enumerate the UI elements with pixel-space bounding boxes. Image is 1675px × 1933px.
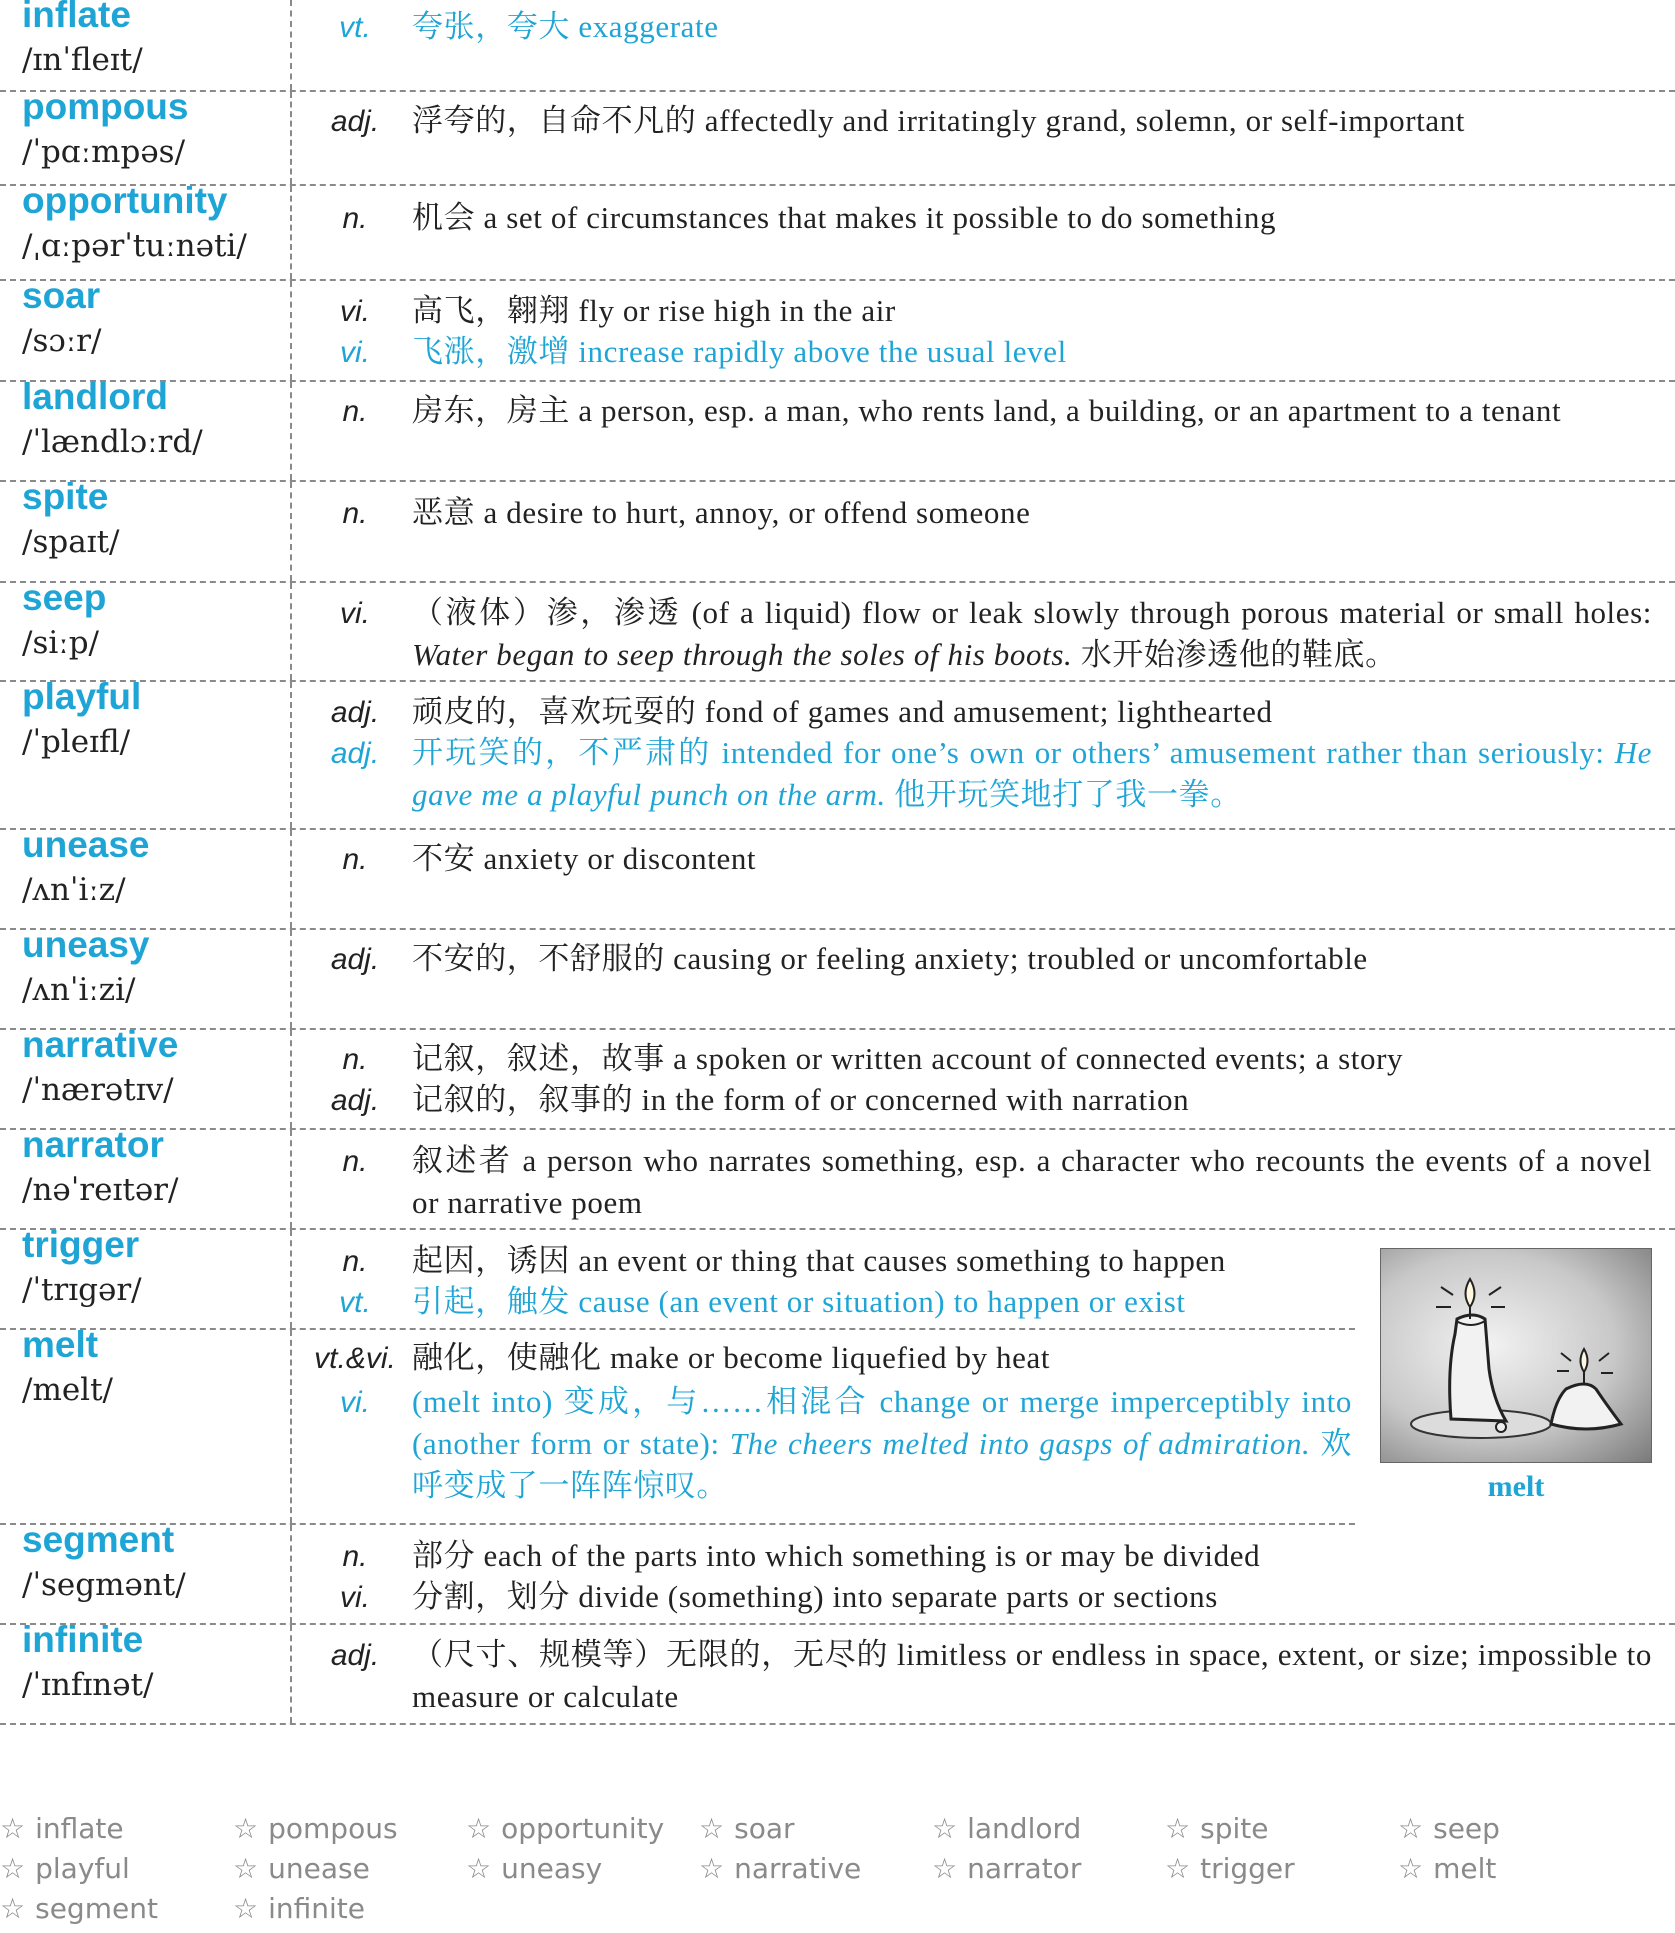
headword: opportunity bbox=[22, 180, 228, 221]
phonetic: /ˈsegmənt/ bbox=[22, 1567, 186, 1603]
definition-text: 顽皮的，喜欢玩耍的 fond of games and amusement; lighthearted bbox=[412, 694, 1273, 729]
definition bbox=[412, 6, 1652, 48]
index-item[interactable] bbox=[699, 1852, 861, 1885]
index-word: uneasy bbox=[501, 1852, 603, 1885]
index-item[interactable] bbox=[932, 1812, 1081, 1845]
headword: pompous bbox=[22, 86, 189, 127]
index-word: segment bbox=[35, 1892, 158, 1925]
index-word: landlord bbox=[967, 1812, 1082, 1845]
sense bbox=[300, 290, 1660, 334]
headword: trigger bbox=[22, 1224, 140, 1265]
headword: uneasy bbox=[22, 924, 150, 965]
index-word: inflate bbox=[35, 1812, 124, 1845]
part-of-speech: adj. bbox=[330, 105, 380, 138]
part-of-speech: n. bbox=[342, 1540, 368, 1573]
headword-cell bbox=[0, 275, 292, 380]
headword: playful bbox=[22, 676, 142, 717]
sense bbox=[300, 390, 1660, 434]
star-icon: ☆ bbox=[233, 1852, 259, 1885]
definition bbox=[412, 100, 1652, 142]
definition-text: 开玩笑的，不严肃的 intended for one’s own or others’ amusement rather than seriously: bbox=[412, 735, 1615, 770]
headword-cell bbox=[0, 86, 292, 184]
part-of-speech: n. bbox=[342, 1145, 368, 1178]
definition bbox=[412, 1038, 1652, 1080]
sense bbox=[300, 732, 1660, 812]
index-word: spite bbox=[1200, 1812, 1269, 1845]
definition bbox=[412, 938, 1652, 980]
sense bbox=[300, 197, 1660, 241]
definition-text: 飞涨，激增 increase rapidly above the usual level bbox=[412, 334, 1067, 369]
star-icon: ☆ bbox=[466, 1852, 492, 1885]
headword: infinite bbox=[22, 1619, 144, 1660]
phonetic: /ˈpleɪfl/ bbox=[22, 724, 131, 760]
index-word: soar bbox=[734, 1812, 795, 1845]
definition bbox=[412, 732, 1652, 816]
star-icon: ☆ bbox=[0, 1892, 26, 1925]
definition bbox=[412, 331, 1652, 373]
index-item[interactable] bbox=[1165, 1852, 1295, 1885]
part-of-speech: vt. bbox=[339, 1286, 371, 1319]
definition bbox=[412, 1079, 1652, 1121]
definition bbox=[412, 1576, 1652, 1618]
headword-cell bbox=[0, 1619, 292, 1723]
headword-cell bbox=[0, 824, 292, 928]
definition-text: 叙述者 a person who narrates something, esp. a character who recounts the events of a novel or narrative poem bbox=[412, 1143, 1652, 1220]
star-icon: ☆ bbox=[1398, 1812, 1424, 1845]
sense bbox=[300, 1576, 1660, 1620]
definition bbox=[412, 1535, 1652, 1577]
headword: inflate bbox=[22, 0, 131, 35]
sense bbox=[300, 838, 1660, 882]
index-word: pompous bbox=[268, 1812, 398, 1845]
headword-cell bbox=[0, 1519, 292, 1623]
example-translation: 他开玩笑地打了我一拳。 bbox=[885, 777, 1242, 812]
index-item[interactable] bbox=[0, 1892, 158, 1925]
definition-text: 起因，诱因 an event or thing that causes something to happen bbox=[412, 1243, 1226, 1278]
index-item[interactable] bbox=[1398, 1812, 1500, 1845]
headword: seep bbox=[22, 577, 107, 618]
star-icon: ☆ bbox=[1398, 1852, 1424, 1885]
part-of-speech: adj. bbox=[330, 696, 380, 729]
headword: soar bbox=[22, 275, 101, 316]
part-of-speech: vi. bbox=[340, 597, 370, 630]
example-sentence: The cheers melted into gasps of admiration. bbox=[729, 1426, 1311, 1461]
sense bbox=[300, 1038, 1660, 1082]
index-word: seep bbox=[1433, 1812, 1500, 1845]
definition-text: 不安 anxiety or discontent bbox=[412, 841, 757, 876]
headword: segment bbox=[22, 1519, 175, 1560]
index-item[interactable] bbox=[699, 1812, 795, 1845]
index-item[interactable] bbox=[0, 1852, 130, 1885]
phonetic: /ˌɑːpərˈtuːnəti/ bbox=[22, 228, 247, 264]
definition-text: 记叙，叙述，故事 a spoken or written account of connected events; a story bbox=[412, 1041, 1404, 1076]
definition bbox=[412, 1634, 1652, 1718]
phonetic: /spaɪt/ bbox=[22, 524, 120, 560]
definition-text: 融化，使融化 make or become liquefied by heat bbox=[412, 1340, 1051, 1375]
star-icon: ☆ bbox=[1165, 1852, 1191, 1885]
sense bbox=[300, 592, 1660, 672]
star-icon: ☆ bbox=[1165, 1812, 1191, 1845]
sense bbox=[300, 938, 1660, 982]
phonetic: /ˈnærətɪv/ bbox=[22, 1072, 174, 1108]
definition bbox=[412, 1337, 1352, 1379]
part-of-speech: adj. bbox=[330, 737, 380, 770]
part-of-speech: n. bbox=[342, 1245, 368, 1278]
phonetic: /ˈpɑːmpəs/ bbox=[22, 134, 186, 170]
part-of-speech: vt. bbox=[339, 11, 371, 44]
part-of-speech: adj. bbox=[330, 1639, 380, 1672]
sense bbox=[300, 100, 1660, 144]
part-of-speech: n. bbox=[342, 1043, 368, 1076]
index-item[interactable] bbox=[233, 1812, 398, 1845]
part-of-speech: vi. bbox=[340, 1581, 370, 1614]
star-icon: ☆ bbox=[932, 1852, 958, 1885]
sense bbox=[300, 1634, 1660, 1714]
star-icon: ☆ bbox=[233, 1812, 259, 1845]
part-of-speech: n. bbox=[342, 843, 368, 876]
sense bbox=[300, 1140, 1660, 1220]
index-item[interactable] bbox=[233, 1852, 370, 1885]
sense bbox=[300, 1535, 1660, 1579]
definition-text: 分割，划分 divide (something) into separate parts or sections bbox=[412, 1579, 1218, 1614]
index-item[interactable] bbox=[466, 1852, 602, 1885]
phonetic: /ɪnˈfleɪt/ bbox=[22, 42, 143, 78]
index-word: infinite bbox=[268, 1892, 366, 1925]
definition bbox=[412, 838, 1652, 880]
index-word: opportunity bbox=[501, 1812, 665, 1845]
index-item[interactable] bbox=[932, 1852, 1081, 1885]
headword: spite bbox=[22, 476, 109, 517]
phonetic: /ʌnˈiːzi/ bbox=[22, 972, 136, 1008]
index-item[interactable] bbox=[466, 1812, 664, 1845]
definition-text: 浮夸的，自命不凡的 affectedly and irritatingly grand, solemn, or self-important bbox=[412, 103, 1466, 138]
index-word: playful bbox=[35, 1852, 130, 1885]
definition bbox=[412, 390, 1652, 432]
part-of-speech: adj. bbox=[330, 943, 380, 976]
definition-text: 高飞，翱翔 fly or rise high in the air bbox=[412, 293, 896, 328]
index-word: narrator bbox=[967, 1852, 1082, 1885]
phonetic: /ˈtrɪgər/ bbox=[22, 1272, 142, 1308]
index-item[interactable] bbox=[233, 1892, 365, 1925]
definition bbox=[412, 592, 1652, 676]
part-of-speech: vi. bbox=[340, 295, 370, 328]
headword: narrative bbox=[22, 1024, 179, 1065]
index-word: melt bbox=[1433, 1852, 1497, 1885]
phonetic: /ˈɪnfɪnət/ bbox=[22, 1667, 154, 1703]
headword-cell bbox=[0, 676, 292, 828]
example-translation: 水开始渗透他的鞋底。 bbox=[1072, 637, 1397, 672]
example-translation: 欢呼变成了一阵阵惊叹。 bbox=[412, 1426, 1353, 1503]
headword-cell bbox=[0, 1024, 292, 1128]
headword-cell bbox=[0, 924, 292, 1028]
star-icon: ☆ bbox=[0, 1852, 26, 1885]
definition bbox=[412, 1240, 1352, 1282]
headword-cell bbox=[0, 376, 292, 480]
headword-cell bbox=[0, 1224, 292, 1328]
definition-text: 部分 each of the parts into which something is or may be divided bbox=[412, 1538, 1261, 1573]
headword: landlord bbox=[22, 376, 168, 417]
part-of-speech: vi. bbox=[340, 1386, 370, 1419]
headword: melt bbox=[22, 1324, 99, 1365]
part-of-speech: vi. bbox=[340, 336, 370, 369]
illustration-caption: melt bbox=[1487, 1470, 1545, 1503]
headword-cell bbox=[0, 577, 292, 680]
index-item[interactable] bbox=[1398, 1852, 1496, 1885]
phonetic: /sɔːr/ bbox=[22, 323, 102, 359]
sense bbox=[300, 492, 1660, 536]
definition-text: 记叙的，叙事的 in the form of or concerned with narration bbox=[412, 1082, 1190, 1117]
definition bbox=[412, 1281, 1352, 1323]
star-icon: ☆ bbox=[932, 1812, 958, 1845]
part-of-speech: n. bbox=[342, 202, 368, 235]
star-icon: ☆ bbox=[699, 1852, 725, 1885]
star-icon: ☆ bbox=[233, 1892, 259, 1925]
sense bbox=[300, 331, 1660, 375]
star-icon: ☆ bbox=[466, 1812, 492, 1845]
melting-candles-icon bbox=[1380, 1248, 1652, 1463]
part-of-speech: adj. bbox=[330, 1084, 380, 1117]
part-of-speech: n. bbox=[342, 395, 368, 428]
headword-cell bbox=[0, 180, 292, 279]
star-icon: ☆ bbox=[699, 1812, 725, 1845]
definition bbox=[412, 197, 1652, 239]
sense bbox=[300, 6, 1660, 50]
star-icon: ☆ bbox=[0, 1812, 26, 1845]
definition-text: 房东，房主 a person, esp. a man, who rents land, a building, or an apartment to a tenant bbox=[412, 393, 1562, 428]
headword-cell bbox=[0, 476, 292, 581]
sense bbox=[300, 691, 1660, 735]
definition-text: 不安的，不舒服的 causing or feeling anxiety; troubled or uncomfortable bbox=[412, 941, 1368, 976]
definition-text: (melt into) 变成，与……相混合 change or merge imperceptibly into (another form or state): bbox=[412, 1384, 1352, 1461]
phonetic: /ʌnˈiːz/ bbox=[22, 872, 126, 908]
definition-text: 机会 a set of circumstances that makes it possible to do something bbox=[412, 200, 1277, 235]
headword-cell bbox=[0, 0, 292, 90]
example-sentence: He gave me a playful punch on the arm. bbox=[412, 735, 1652, 812]
phonetic: /melt/ bbox=[22, 1372, 114, 1408]
definition bbox=[412, 691, 1652, 733]
part-of-speech: n. bbox=[342, 497, 368, 530]
definition-text: 恶意 a desire to hurt, annoy, or offend someone bbox=[412, 495, 1031, 530]
index-item[interactable] bbox=[0, 1812, 124, 1845]
sense bbox=[300, 1079, 1660, 1123]
example-sentence: Water began to seep through the soles of his boots. bbox=[412, 637, 1073, 672]
definition bbox=[412, 1140, 1652, 1224]
phonetic: /nəˈreɪtər/ bbox=[22, 1172, 179, 1208]
definition bbox=[412, 290, 1652, 332]
headword-cell bbox=[0, 1124, 292, 1228]
index-word: narrative bbox=[734, 1852, 862, 1885]
phonetic: /siːp/ bbox=[22, 625, 100, 661]
definition bbox=[412, 492, 1652, 534]
definition-text: （液体）渗，渗透 (of a liquid) flow or leak slowly through porous material or small holes: bbox=[412, 595, 1652, 630]
index-item[interactable] bbox=[1165, 1812, 1268, 1845]
index-word: trigger bbox=[1200, 1852, 1295, 1885]
headword: narrator bbox=[22, 1124, 164, 1165]
headword-cell bbox=[0, 1324, 292, 1523]
index-word: unease bbox=[268, 1852, 370, 1885]
definition-text: （尺寸、规模等）无限的，无尽的 limitless or endless in space, extent, or size; impossible to measure or calculate bbox=[412, 1637, 1652, 1714]
definition-text: 引起，触发 cause (an event or situation) to happen or exist bbox=[412, 1284, 1186, 1319]
phonetic: /ˈlændlɔːrd/ bbox=[22, 424, 203, 460]
definition-text: 夸张，夸大 exaggerate bbox=[412, 9, 719, 44]
definition bbox=[412, 1381, 1352, 1507]
headword: unease bbox=[22, 824, 150, 865]
part-of-speech: vt.&vi. bbox=[314, 1342, 396, 1375]
